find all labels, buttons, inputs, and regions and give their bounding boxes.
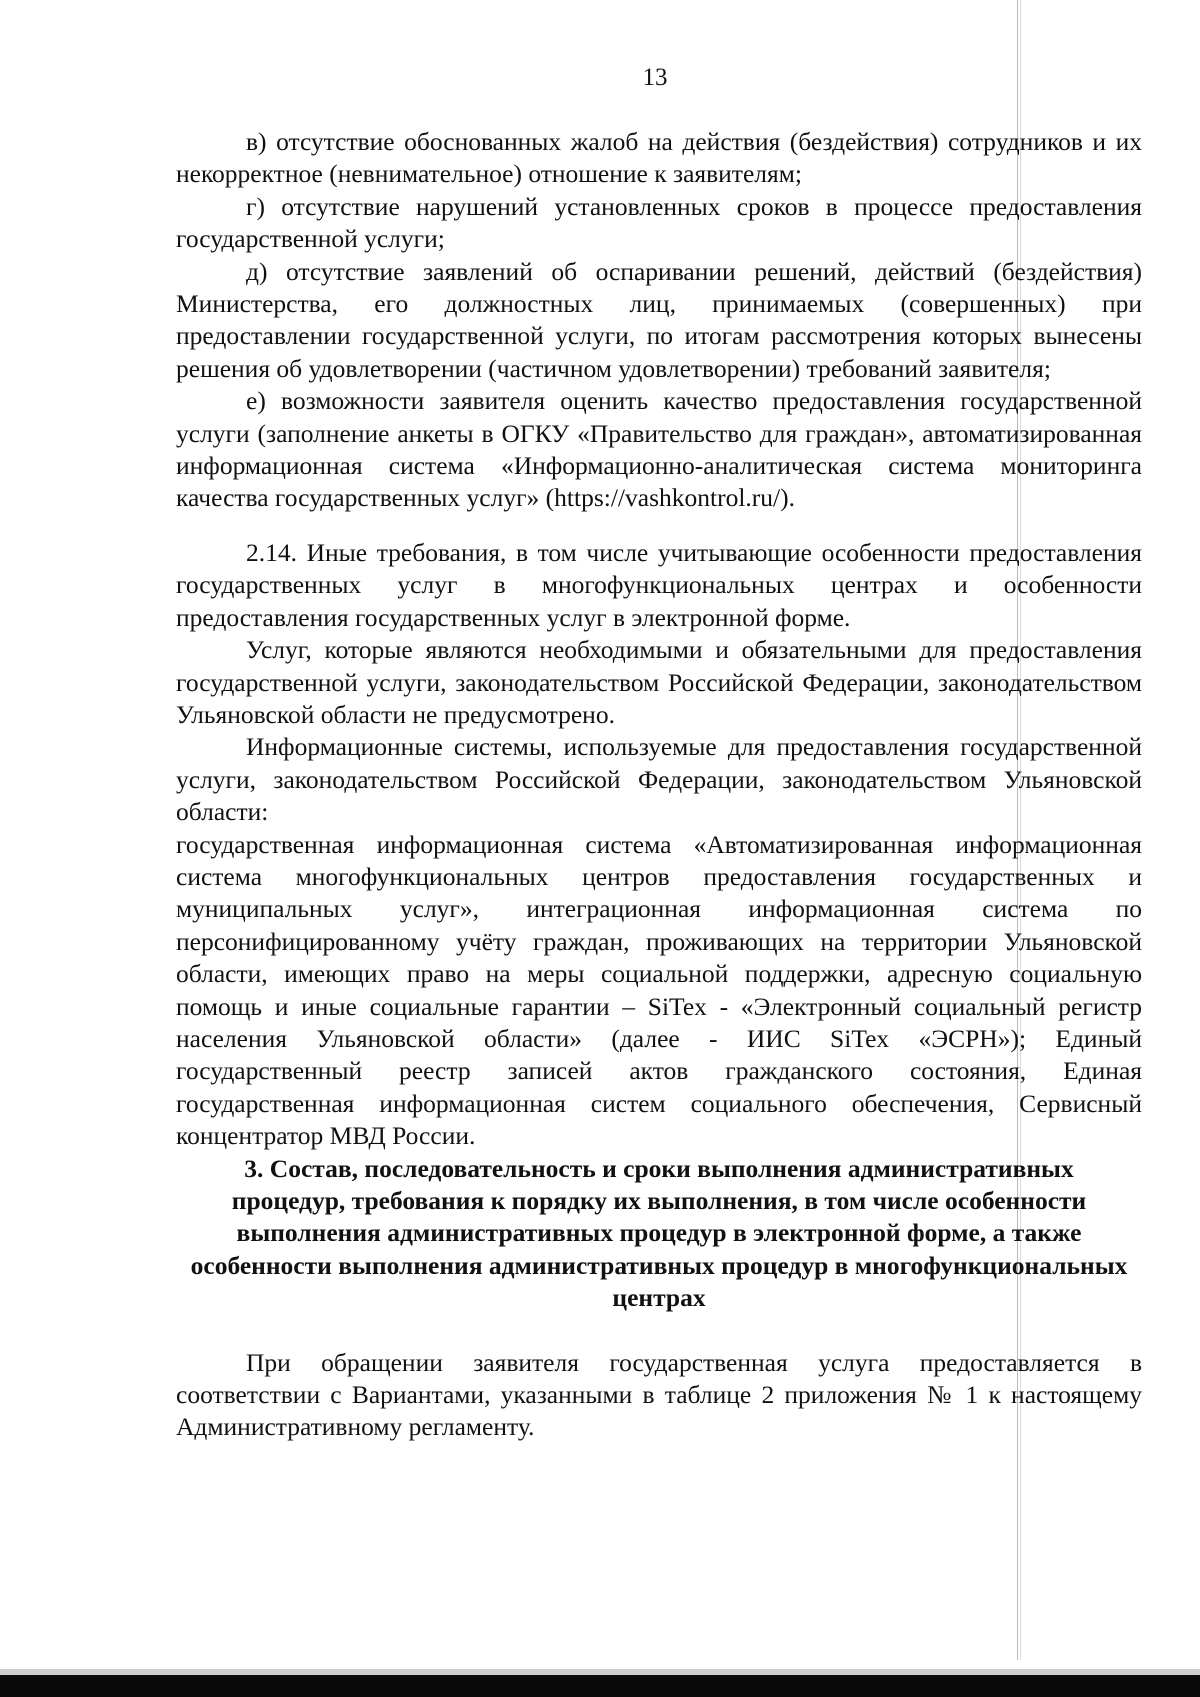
- scan-bottom-border: [0, 1675, 1200, 1697]
- list-item-g: г) отсутствие нарушений установленных сроков в процессе предоставления государственной услуги;: [176, 191, 1142, 254]
- section-2-14-paragraph: 2.14. Иные требования, в том числе учитывающие особенности предоставления государственных услуг в многофункциональных центрах и особенности предоставления государственных услуг в электронной форме.: [176, 537, 1142, 632]
- document-body: [176, 126, 1142, 1444]
- paragraph-spacer: [176, 1315, 1142, 1347]
- info-systems-list-paragraph: государственная информационная система «Автоматизированная информационная система многофункциональных центров предоставления государственных и муниципальных услуг», интеграционная информационная система по персонифицированному учёту граждан, проживающих на территории Ульяновской области, имеющих право на меры социальной поддержки, адресную социальную помощь и иные социальные гарантии – SiTex - «Электронный социальный регистр населения Ульяновской области» (далее - ИИС SiTex «ЭСРН»); Единый государственный реестр записей актов гражданского состояния, Единая государственная информационная систем социального обеспечения, Сервисный концентратор МВД России.: [176, 829, 1142, 1151]
- list-item-e: е) возможности заявителя оценить качество предоставления государственной услуги (заполнение анкеты в ОГКУ «Правительство для граждан», автоматизированная информационная система «Информационно-аналитическая система мониторинга качества государственных услуг» (https://vashkontrol.ru/).: [176, 386, 1142, 513]
- info-systems-intro-paragraph: Информационные системы, используемые для предоставления государственной услуги, законодательством Российской Федерации, законодательством Ульяновской области:: [176, 732, 1142, 827]
- list-item-v: в) отсутствие обоснованных жалоб на действия (бездействия) сотрудников и их некорректное (невнимательное) отношение к заявителям;: [176, 127, 1142, 189]
- services-note-paragraph: Услуг, которые являются необходимыми и обязательными для предоставления государственной услуги, законодательством Российской Федерации, законодательством Ульяновской области не предусмотрено.: [176, 635, 1142, 729]
- section-3-heading: 3. Состав, последовательность и сроки выполнения административных процедур, требования к порядку их выполнения, в том числе особенности выполнения административных процедур в электронной форме, а также особенности выполнения административных процедур в многофункциональных центрах: [190, 1153, 1128, 1313]
- list-item-d: д) отсутствие заявлений об оспаривании решений, действий (бездействия) Министерства, его должностных лиц, принимаемых (совершенных) при предоставлении государственной услуги, по итогам рассмотрения которых вынесены решения об удовлетворении (частичном удовлетворении) требований заявителя;: [176, 256, 1142, 383]
- final-paragraph: При обращении заявителя государственная услуга предоставляется в соответствии с Вариантами, указанными в таблице 2 приложения № 1 к настоящему Административному регламенту.: [176, 1347, 1142, 1442]
- page-number: 13: [642, 64, 668, 91]
- paragraph-spacer: [176, 515, 1142, 537]
